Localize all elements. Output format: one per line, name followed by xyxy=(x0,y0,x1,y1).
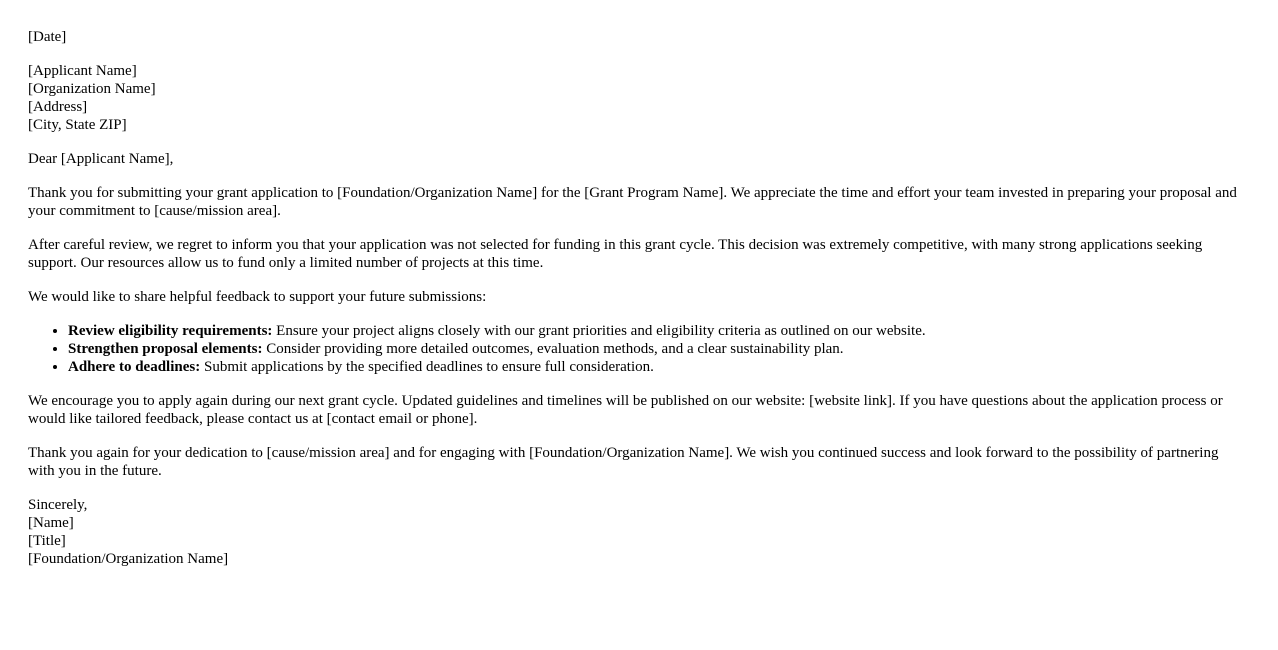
paragraph-intro: Thank you for submitting your grant application to [Foundation/Organization Name] for the [Grant Program Name]. We appreciate the time and effort your team invested in preparing your proposal and your commitment to [cause/mission area]. xyxy=(28,185,1237,219)
feedback-item-title: Review eligibility requirements: xyxy=(68,323,273,339)
recipient-block xyxy=(28,62,1240,134)
letter-date: [Date] xyxy=(28,29,67,45)
signature-title: [Title] xyxy=(28,533,66,549)
feedback-item-title: Adhere to deadlines: xyxy=(68,359,201,375)
feedback-item-title: Strengthen proposal elements: xyxy=(68,341,263,357)
recipient-city-state-zip: [City, State ZIP] xyxy=(28,117,127,133)
recipient-name: [Applicant Name] xyxy=(28,63,137,79)
feedback-list xyxy=(28,322,1240,376)
feedback-item-eligibility xyxy=(68,322,1240,340)
paragraph-decision: After careful review, we regret to inform you that your application was not selected for funding in this grant cycle. This decision was extremely competitive, with many strong applications seeking support. Our resources allow us to fund only a limited number of projects at this time. xyxy=(28,237,1203,271)
salutation: Dear [Applicant Name], xyxy=(28,151,174,167)
paragraph-closing: Thank you again for your dedication to [cause/mission area] and for engaging with [Foundation/Organization Name]. We wish you continued success and look forward to the possibility of partnering with you in the future. xyxy=(28,445,1219,479)
paragraph-feedback-intro: We would like to share helpful feedback to support your future submissions: xyxy=(28,289,487,305)
signature-sign-off: Sincerely, xyxy=(28,497,88,513)
paragraph-encourage: We encourage you to apply again during our next grant cycle. Updated guidelines and timelines will be published on our website: [website link]. If you have questions about the application process or would like tailored feedback, please contact us at [contact email or phone]. xyxy=(28,393,1223,427)
letter xyxy=(28,28,1240,584)
signature-organization: [Foundation/Organization Name] xyxy=(28,551,229,567)
feedback-item-text: Submit applications by the specified deadlines to ensure full consideration. xyxy=(200,359,654,375)
feedback-item-text: Ensure your project aligns closely with our grant priorities and eligibility criteria as outlined on our website. xyxy=(272,323,926,339)
feedback-item-text: Consider providing more detailed outcomes, evaluation methods, and a clear sustainability plan. xyxy=(262,341,844,357)
feedback-item-deadlines xyxy=(68,358,1240,376)
feedback-item-proposal xyxy=(68,340,1240,358)
signature-name: [Name] xyxy=(28,515,74,531)
signature-block xyxy=(28,496,1240,568)
recipient-address: [Address] xyxy=(28,99,88,115)
recipient-organization: [Organization Name] xyxy=(28,81,156,97)
